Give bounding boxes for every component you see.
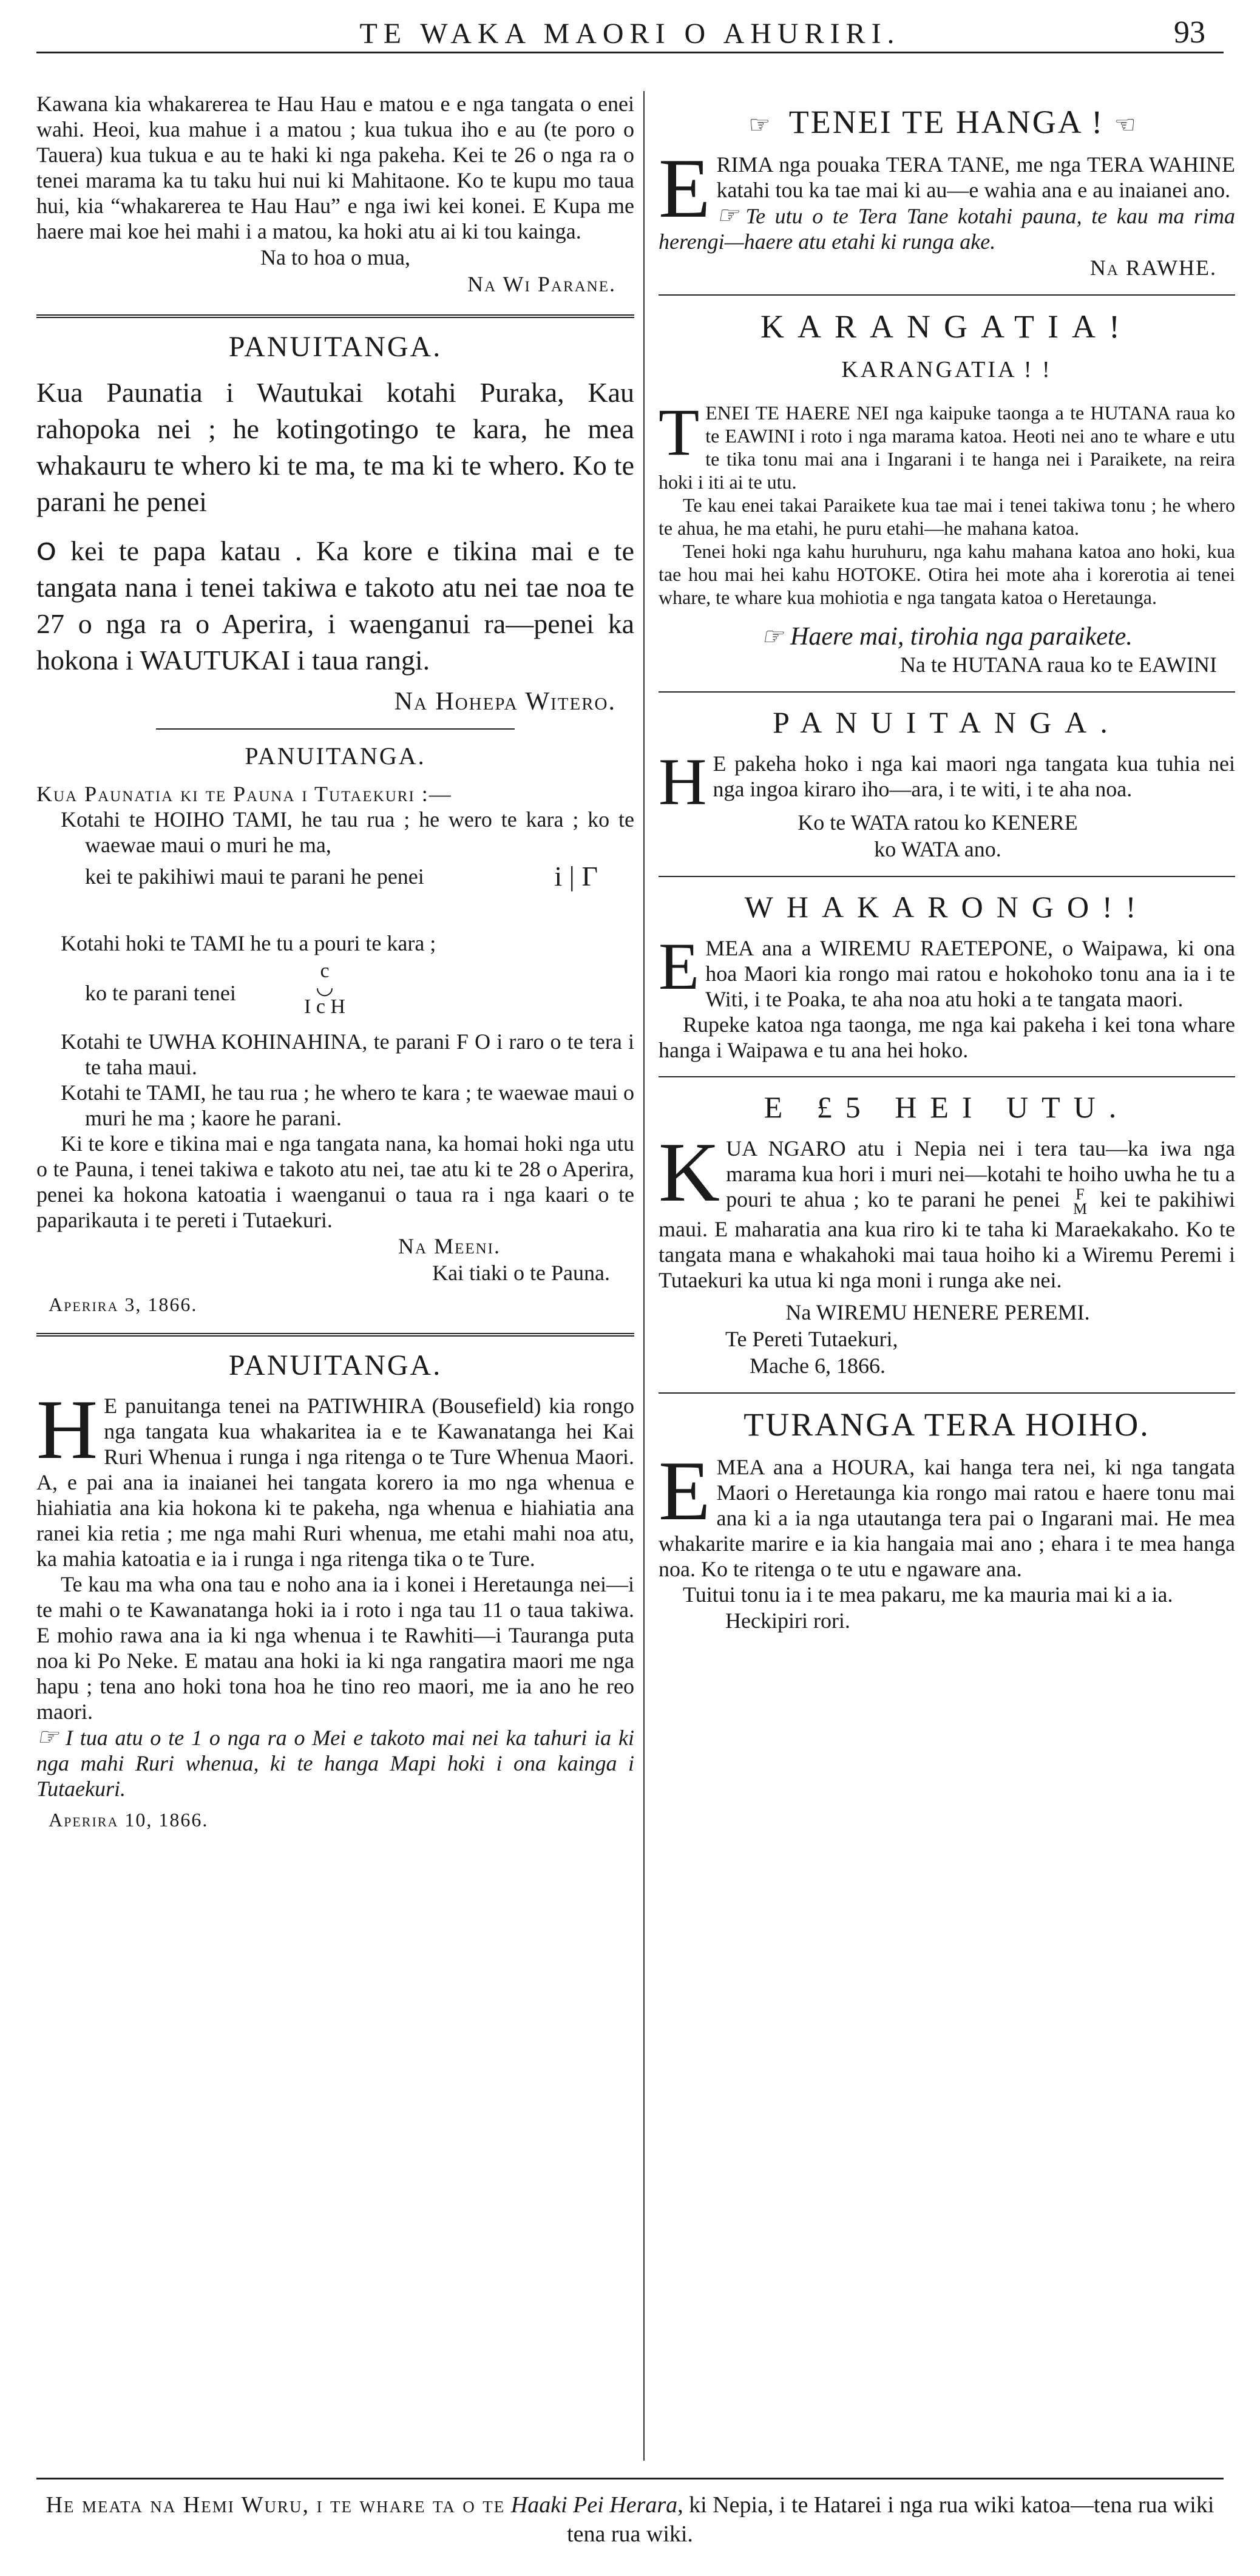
ad-signature-2: ko WATA ano. [874,837,1001,861]
ad-signature: Heckipiri rori. [725,1608,850,1633]
notice-heading: PANUITANGA. [228,1349,442,1381]
ad-body-2: Rupeke katoa nga taonga, me nga kai pakeha i kei tona whare hanga i Waipawa e tu ana hei hoko. [659,1012,1235,1062]
brand-line-text: kei te pakihiwi maui te parani he penei [85,864,424,889]
notice-surveyor [36,1349,634,1831]
ad-body-2: Te kau enei takai Paraikete kua tae mai i tenei takiwa tonu ; he whero te ahua, he ma etahi, he puru etahi—he mahana katoa. [659,494,1235,539]
notice-body-text: Kua Paunatia i Wautukai kotahi Puraka, Kau rahopoka nei ; he kotingotingo te kara, he mea whakauru te whero ki te ma, te ma ki te whero. Ko te parani he penei [36,377,634,517]
notice-body: Ki te kore e tikina mai e nga tangata nana, ka homai hoki nga utu o te Pauna, i tenei takiwa e takoto atu nei, tae atu ki te 28 o Aperira, penei ka hokona katoatia i waenganui o taua ra i nga kaari o te paparikauta i te pereti i Tutaekuri. [36,1131,634,1232]
section-rule [659,294,1235,296]
ad-heading [659,103,1235,141]
left-column [36,91,634,2467]
column-divider [643,91,645,2461]
letter-section [36,91,634,297]
ad-saddler [659,1406,1235,1634]
ad-heading: TURANGA TERA HOIHO. [743,1406,1150,1443]
section-rule [659,876,1235,877]
brand-line [36,861,634,930]
ad-blankets [659,308,1235,678]
brand-mark-bottom: I c H [304,995,345,1018]
page-number: 93 [1174,15,1205,50]
drop-cap: E [659,1443,711,1538]
ad-body [659,395,1235,493]
masthead-rule [36,52,1224,53]
ad-signature: Ko te WATA ratou ko KENERE [798,810,1078,835]
notice-wautukai [36,330,634,715]
ad-italic-note [659,203,1235,254]
notice-signature: Na Hohepa Witero. [394,688,616,716]
ad-signature: Na RAWHE. [1089,256,1217,280]
ad-reward [659,1090,1235,1379]
note-text: I tua atu o te 1 o nga ra o Mei e takoto mai nei ka tahuri ia ki nga mahi Ruri whenua, ki te hanga Mapi hoki i ona kainga i Tutaekuri. [36,1726,634,1801]
ad-date: Mache 6, 1866. [750,1353,886,1378]
notice-body [36,375,634,520]
ad-heading: E £5 HEI UTU. [764,1090,1130,1124]
ad-italic-note [659,622,1235,651]
drop-cap: K [659,1125,720,1219]
section-rule [36,314,634,318]
pointing-hand-icon: ☞ [761,623,784,650]
ad-body-2: Tuitui tonu ia i te mea pakaru, me ka mauria mai ki a ia. [683,1582,1173,1607]
notice-italic-note [36,1724,634,1802]
notice-signature-role: Kai tiaki o te Pauna. [432,1261,610,1285]
pointing-hand-icon: ☞ [716,202,739,229]
pointing-hand-icon: ☞ [36,1723,58,1751]
notice-item: Kotahi te HOIHO TAMI, he tau rua ; he wero te kara ; ko te waewae maui o muri he ma, [61,807,634,857]
imprint-text-a: He meata na Hemi Wuru, i te whare ta o te [46,2492,506,2518]
section-rule [659,1076,1235,1077]
ad-heading: PANUITANGA. [773,705,1121,739]
drop-cap: E [659,929,700,1003]
ad-heading: KARANGATIA! [760,308,1133,345]
imprint-paper-name: Haaki Pei Herara [510,2492,678,2518]
notice-item: Kotahi te TAMI, he tau rua ; he whero te kara ; te waewae maui o muri he ma ; kaore he parani. [61,1080,634,1130]
notice-item: Kotahi te UWHA KOHINAHINA, te parani F O i raro o te tera i te taha maui. [61,1029,634,1079]
ad-body-text: RIMA nga pouaka TERA TANE, me nga TERA WAHINE katahi tou ka tae mai ki au—e wahia ana e au inaianei ano. [716,152,1235,202]
ad-saddles [659,103,1235,281]
pointing-hand-icon: ☞ [748,111,773,138]
ad-body-text: ENEI TE HAERE NEI nga kaipuke taonga a te HUTANA raua ko te EAWINI i roto i nga marama katoa. Heoti nei ano te whare e utu te tika tonu mai ana i Ingarani i te hanga nei i Paraikete, na reira hoki i iti ai te utu. [659,402,1235,493]
ad-body-3: Tenei hoki nga kahu huruhuru, nga kahu mahana katoa ano hoki, kua tae hou mai hei kahu HOTOKE. Otira hei mote aha i korerotia ai tenei whare, te whare kua mohiotia e nga tangata katoa o Heretaunga. [659,540,1235,608]
notice-date: Aperira 3, 1866. [49,1293,198,1315]
brand-mark: ჿ [36,523,56,570]
pointing-hand-left-icon: ☜ [1114,111,1138,138]
brand-mark-bottom: M [1072,1199,1088,1218]
letter-body: Kawana kia whakarerea te Hau Hau e matou e e nga tangata o enei wahi. Heoi, kua mahue i a matou ; kua tukua iho e au (te poro o Tauera) kua tukua e au te haki ki nga pakeha. Kei te 26 o nga ra o tenei marama ka tu taku hui nui ki Mahitaone. Ko te kupu mo taua hui, kia “whakarerea te Hau Hau” e nga iwi kei konei. E Kupa me haere mai koe hei mahi i a matou, ka hoki atu ai ki tou kainga. [36,92,634,243]
notice-intro: Kua Paunatia ki te Pauna i Tutaekuri :— [36,782,452,806]
letter-signature: Na Wi Parane. [467,272,616,296]
imprint-text [36,2490,1224,2549]
imprint-text-c: , ki Nepia, i te Hatarei i nga rua wiki katoa—tena rua wiki tena rua wiki. [567,2492,1214,2547]
ad-subheading: KARANGATIA ! ! [841,357,1052,382]
ad-body-text-2: kei te pakihiwi maui. E maharatia ana kua riro ki te taha ki Maraekakaho. Ko te tangata mana e whakahoki mai taua hoiho ki a Wiremu Peremi i Tutaekuri ka utua ki nga moni i runga ake nei. [659,1187,1236,1292]
ad-body [659,929,1235,1012]
ad-body [659,745,1235,819]
brand-mark-curve: ◡ [316,976,334,998]
ad-wheat [659,889,1235,1063]
ad-body-text: E pakeha hoko i nga kai maori nga tangata kua tuhia nei nga ingoa kiraro iho—ara, i te witi, i te aha noa. [713,751,1235,801]
newspaper-title: TE WAKA MAORI O AHURIRI. [359,18,901,50]
notice-date: Aperira 10, 1866. [49,1809,209,1831]
drop-cap: E [659,141,711,236]
brand-mark: i | Γ [554,861,598,892]
ad-signature: Na te HUTANA raua ko te EAWINI [899,652,1217,677]
ad-produce [659,705,1235,863]
section-rule [156,728,515,730]
note-text: Te utu o te Tera Tane kotahi pauna, te kau ma rima herengi—haere atu etahi ki runga ake. [659,204,1235,254]
drop-cap: H [36,1383,98,1477]
notice-signature: Na Meeni. [398,1234,501,1258]
notice-body-text: E panuitanga tenei na PATIWHIRA (Bousefield) kia rongo nga tangata kua whakaritea ia e te Kawanatanga hei Kai Ruri Whenua i runga i nga ritenga o te Ture Whenua Maori. A, e pai ana ia inaianei hei tangata korero ia mo nga whenua e hiahiatia ana kia hokona ki te pakeha, nga whenua e hiahiatia ana ranei kia retia ; me nga mahi Ruri whenua, me etahi mahi noa atu, ka mahia katoatia e ia i runga i nga ritenga tika o te Ture. [36,1394,634,1571]
notice-body-continued [36,523,635,679]
ad-heading-text: TENEI TE HANGA ! [788,104,1105,140]
ad-signature: Na WIREMU HENERE PEREMI. [785,1300,1090,1324]
imprint-footer [36,2478,1224,2549]
note-text: Haere mai, tirohia nga paraikete. [790,623,1133,651]
section-rule [659,691,1235,693]
brand-mark [297,962,352,1019]
right-column [659,91,1235,2467]
section-rule [659,1392,1235,1394]
brand-mark-top: F [1075,1185,1085,1203]
ad-body [659,1443,1235,1582]
ad-body-text: UA NGARO atu i Nepia nei i tera tau—ka iwa nga marama kua hori i muri nei—kotahi te hoiho uwha he tu a pouri te ahua ; ko te parani he penei [726,1136,1235,1212]
ad-body [659,1125,1236,1293]
drop-cap: T [659,395,700,469]
letter-closing: Na to hoa o mua, [260,245,410,269]
notice-heading: PANUITANGA. [228,331,442,363]
ad-body-text: MEA ana a WIREMU RAETEPONE, o Waipawa, ki ona hoa Maori kia rongo mai ratou e hokohoko tonu ana ia i te Witi, i te Poaka, te aha noa atu hoki a te tangata maori. [705,936,1235,1011]
ad-place: Te Pereti Tutaekuri, [725,1326,898,1351]
notice-item: Kotahi hoki te TAMI he tu a pouri te kara ; [61,931,436,955]
masthead [36,11,1224,53]
notice-body [36,1383,634,1571]
footer-rule [36,2478,1224,2479]
notice-heading: PANUITANGA. [245,742,426,770]
drop-cap: H [659,745,707,819]
brand-line-text: ko te parani tenei [85,981,236,1005]
ad-heading: WHAKARONGO!! [744,890,1150,924]
notice-body-2: Te kau ma wha ona tau e noho ana ia i konei i Heretaunga nei—i te mahi o te Kawanatanga hoki ia i roto i nga tau 11 o taua takiwa. E mohio rawa ana ia ki nga whenua i te Rawhiti—i Tauranga puta noa ki Po Neke. E matau ana hoki ia ki nga rangatira maori me nga hapu ; tena ano hoki tona hoa he tino reo maori, me ia ano he reo maori. [36,1572,634,1724]
notice-body-text-2: kei te papa katau . Ka kore e tikina mai e te tangata nana i tenei takiwa e takoto atu nei tae noa te 27 o nga ra o Aperira, i waenganui ra—penei ka hokona i WAUTUKAI i taua rangi. [36,535,635,676]
section-rule [36,1333,634,1337]
notice-tutaekuri-pound [36,742,634,1316]
ad-body-text: MEA ana a HOURA, kai hanga tera nei, ki nga tangata Maori o Heretaunga kia rongo mai ratou e haere tonu mai ana ki a ia nga utautanga tera pai o Ingarani mai. He mea whakarite marire e ia kia hangaia mai ano ; ehara i te mea hanga noa. Ko te ritenga o te utu e ngaware ana. [659,1454,1235,1581]
brand-mark [1073,1187,1087,1216]
brand-line [36,962,634,1029]
brand-mark-top: c [320,960,330,982]
